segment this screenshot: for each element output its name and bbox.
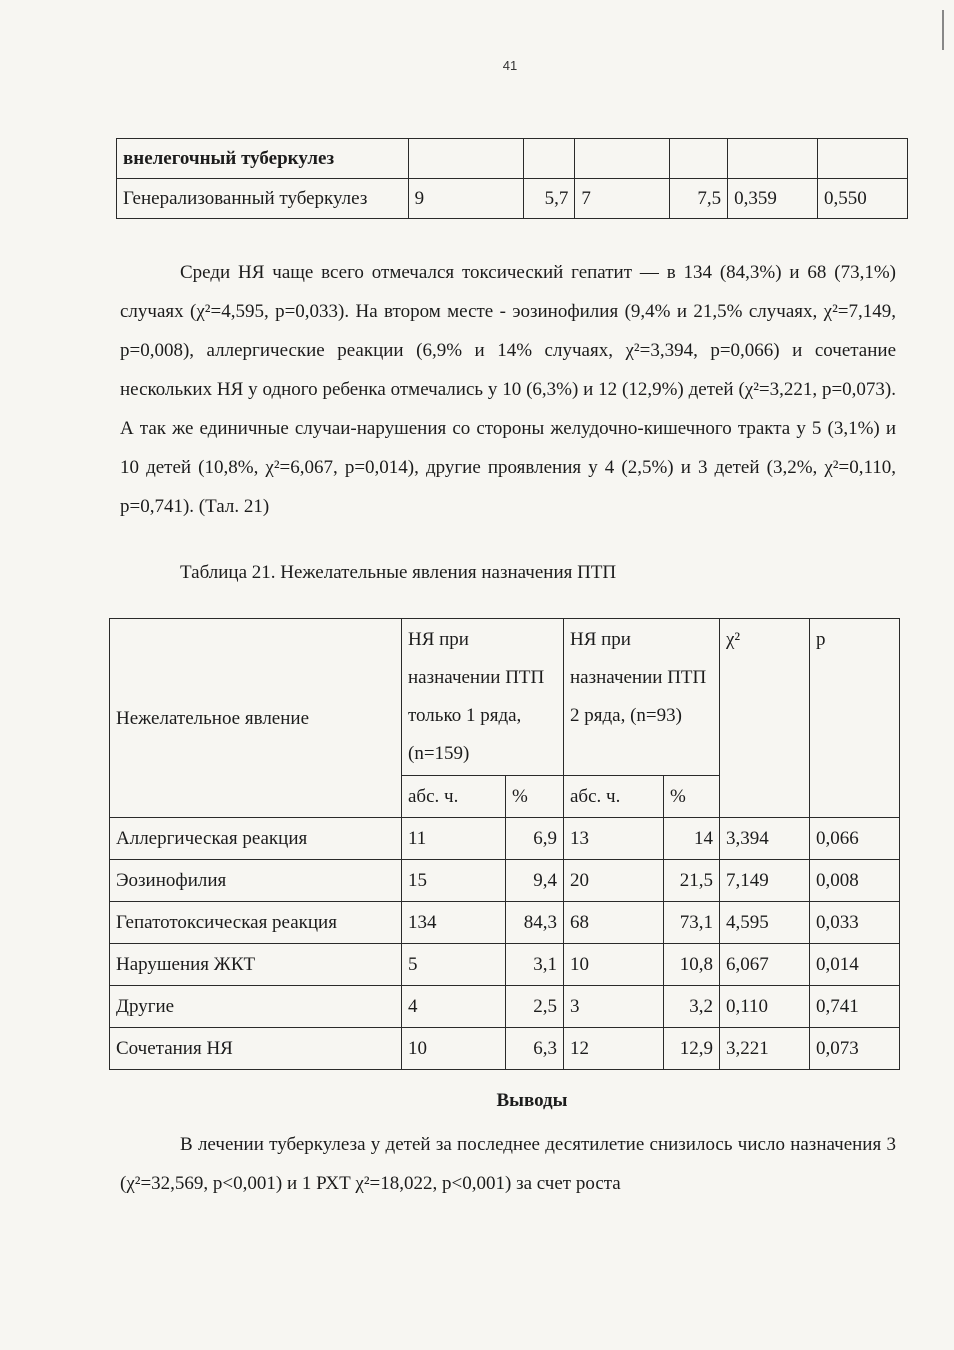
table-row — [110, 944, 900, 986]
table-cell: 11 — [402, 818, 506, 860]
conclusions-heading: Выводы — [496, 1090, 568, 1111]
header-event: Нежелательное явление — [110, 619, 402, 818]
header-group1: НЯ при назначении ПТП только 1 ряда, (n=159) — [402, 619, 564, 776]
table-cell: 84,3 — [506, 902, 564, 944]
table-cell: 2,5 — [506, 986, 564, 1028]
subheader-pct: % — [664, 776, 720, 818]
table-cell: 6,9 — [506, 818, 564, 860]
table-cell: 21,5 — [664, 860, 720, 902]
table-row — [117, 139, 908, 179]
table-cell: 0,550 — [818, 179, 908, 219]
table-cell: 0,359 — [728, 179, 818, 219]
table-cell: 134 — [402, 902, 506, 944]
table-cell: 10 — [402, 1028, 506, 1070]
table-row — [110, 818, 900, 860]
table-cell: 0,008 — [810, 860, 900, 902]
table-cell: 6,067 — [720, 944, 810, 986]
event-name: Эозинофилия — [110, 860, 402, 902]
table-cell: Генерализованный туберкулез — [117, 179, 409, 219]
table-cell: 3 — [564, 986, 664, 1028]
table-cell: 5,7 — [524, 179, 575, 219]
table-cell: 68 — [564, 902, 664, 944]
page-number: 41 — [502, 58, 518, 73]
table-row — [110, 860, 900, 902]
table-cell: 0,073 — [810, 1028, 900, 1070]
table-cell — [670, 139, 728, 179]
subheader-abs: абс. ч. — [402, 776, 506, 818]
table-row — [117, 179, 908, 219]
body-paragraph: В лечении туберкулеза у детей за последнее десятилетие снизилось число назначения 3 (χ²=32,569, p<0,001) и 1 РХТ χ²=18,022, p<0,001) за счет роста — [120, 1134, 896, 1194]
table-cell — [818, 139, 908, 179]
table-cell — [728, 139, 818, 179]
table-cell: 4,595 — [720, 902, 810, 944]
table-cell — [408, 139, 524, 179]
table-row — [110, 902, 900, 944]
body-paragraph: Среди НЯ чаще всего отмечался токсический гепатит — в 134 (84,3%) и 68 (73,1%) случаях (χ²=4,595, p=0,033). На втором месте - эозинофилия (9,4% и 21,5% случаях, χ²=7,149, p=0,008), аллергические реакции (6,9% и 14% случаях, χ²=3,394, p=0,066) и сочетание нескольких НЯ у одного ребенка отмечались у 10 (6,3%) и 12 (12,9%) детей (χ²=3,221, p=0,073). А так же единичные случаи-нарушения со стороны желудочно-кишечного тракта у 5 (3,1%) и 10 детей (10,8%, χ²=6,067, p=0,014), другие проявления у 4 (2,5%) и 3 детей (3,2%, χ²=0,110, p=0,741). (Тал. 21) — [120, 262, 896, 517]
header-group2: НЯ при назначении ПТП 2 ряда, (n=93) — [564, 619, 720, 776]
table-cell: 0,033 — [810, 902, 900, 944]
table-cell: 3,1 — [506, 944, 564, 986]
table-cell: 9 — [408, 179, 524, 219]
table-cell — [575, 139, 670, 179]
table-cell: 10,8 — [664, 944, 720, 986]
table-cell: внелегочный туберкулез — [117, 139, 409, 179]
table-caption: Таблица 21. Нежелательные явления назначения ПТП — [180, 562, 617, 583]
table-cell: 7 — [575, 179, 670, 219]
table-cell: 73,1 — [664, 902, 720, 944]
page-edge-mark — [942, 10, 944, 50]
table-cell: 7,5 — [670, 179, 728, 219]
event-name: Нарушения ЖКТ — [110, 944, 402, 986]
table-cell: 0,110 — [720, 986, 810, 1028]
table-cell: 0,066 — [810, 818, 900, 860]
table-cell — [524, 139, 575, 179]
table-cell: 14 — [664, 818, 720, 860]
table-cell: 12,9 — [664, 1028, 720, 1070]
table-row — [110, 986, 900, 1028]
event-name: Гепатотоксическая реакция — [110, 902, 402, 944]
table-cell: 3,394 — [720, 818, 810, 860]
table-cell: 0,014 — [810, 944, 900, 986]
table-cell: 5 — [402, 944, 506, 986]
header-p-value: p — [810, 619, 900, 818]
table-cell: 9,4 — [506, 860, 564, 902]
table-header-row — [110, 619, 900, 776]
table-cell: 20 — [564, 860, 664, 902]
table-cell: 3,221 — [720, 1028, 810, 1070]
table-cell: 13 — [564, 818, 664, 860]
event-name: Аллергическая реакция — [110, 818, 402, 860]
continued-table — [116, 138, 908, 219]
table-cell: 0,741 — [810, 986, 900, 1028]
table-cell: 6,3 — [506, 1028, 564, 1070]
event-name: Сочетания НЯ — [110, 1028, 402, 1070]
table-cell: 10 — [564, 944, 664, 986]
table-cell: 4 — [402, 986, 506, 1028]
table-row — [110, 1028, 900, 1070]
table-cell: 15 — [402, 860, 506, 902]
subheader-abs: абс. ч. — [564, 776, 664, 818]
table-cell: 7,149 — [720, 860, 810, 902]
header-chi-square: χ² — [720, 619, 810, 818]
table-cell: 3,2 — [664, 986, 720, 1028]
table-cell: 12 — [564, 1028, 664, 1070]
subheader-pct: % — [506, 776, 564, 818]
adverse-events-table — [109, 618, 900, 1070]
event-name: Другие — [110, 986, 402, 1028]
